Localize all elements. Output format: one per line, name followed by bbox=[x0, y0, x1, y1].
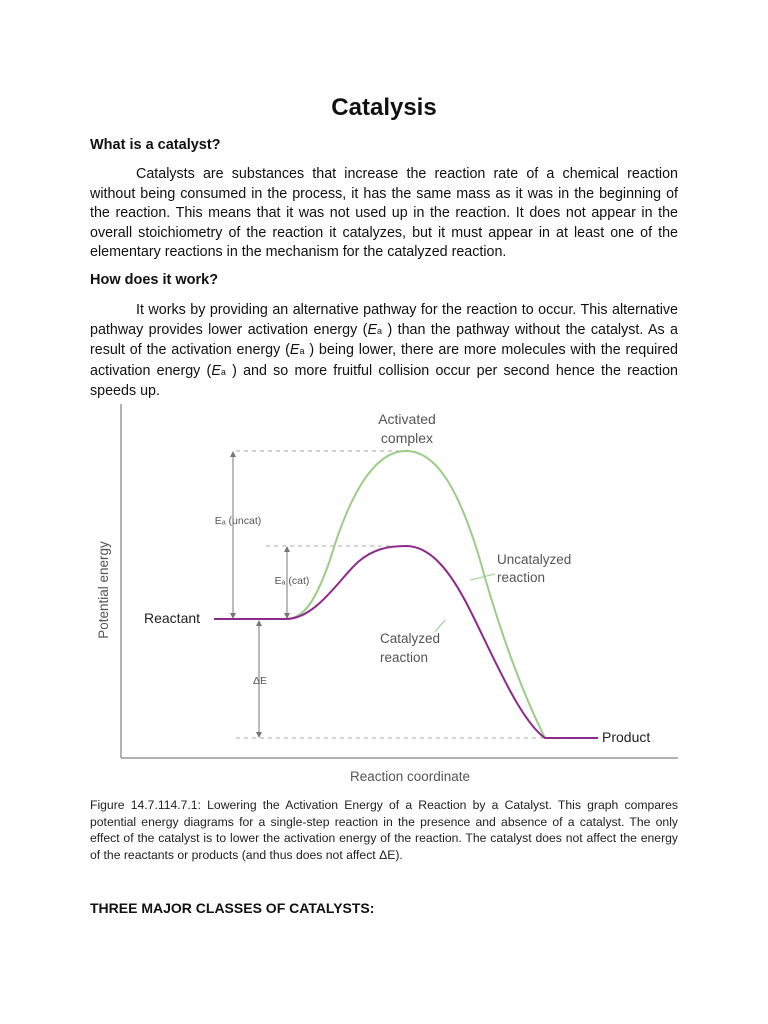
delta-e-label: ΔE bbox=[252, 675, 268, 687]
activated-complex-label: complex bbox=[380, 430, 434, 446]
activated-complex-label: Activated bbox=[378, 411, 436, 427]
uncatalyzed-leader bbox=[470, 574, 495, 580]
figure-caption: Figure 14.7.114.7.1: Lowering the Activation Energy of a Reaction by a Catalyst. This graph compares potential energy diagrams for a single-step reaction in the presence and absence of a catalyst. The only effect of the catalyst is to lower the activation energy of the reaction. The catalyst does not affect the energy of the reactants or products (and thus does not affect ΔE). bbox=[90, 798, 678, 862]
ea-uncat-label: Eₐ (uncat) bbox=[214, 515, 262, 527]
heading-how-does-it-work: How does it work? bbox=[90, 272, 219, 288]
catalyzed-label: Catalyzed bbox=[380, 631, 441, 646]
paragraph-text-part4: ) and so more fruitful collision occur per second hence the reaction speeds up. bbox=[90, 362, 678, 400]
paragraph-mechanism bbox=[90, 301, 678, 402]
ea-cat-label: Eₐ (cat) bbox=[274, 575, 310, 587]
y-axis-label: Potential energy bbox=[96, 541, 111, 639]
ea-subscript: a bbox=[377, 325, 383, 336]
ea-subscript: a bbox=[220, 366, 226, 377]
catalyzed-label: reaction bbox=[380, 650, 429, 665]
uncatalyzed-label: reaction bbox=[497, 570, 546, 585]
x-axis-label: Reaction coordinate bbox=[349, 769, 471, 784]
uncatalyzed-curve bbox=[214, 451, 598, 738]
paragraph-text-part3: ) being lower, there are more molecules with the required activation energy ( bbox=[90, 342, 678, 379]
energy-diagram bbox=[90, 400, 690, 792]
ea-subscript: a bbox=[299, 346, 305, 357]
product-label: Product bbox=[602, 729, 651, 745]
uncatalyzed-label: Uncatalyzed bbox=[497, 552, 572, 567]
paragraph-text: Catalysts are substances that increase the reaction rate of a chemical reaction without being consumed in the process, it has the same mass as it was in the beginning of the reaction. This means that it was not used up in the reaction. It does not appear in the overall stoichiometry of the reaction it catalyzes, but it must appear in at least one of the elementary reactions in the mechanism for the catalyzed reaction. bbox=[90, 166, 678, 261]
paragraph-catalyst-definition bbox=[90, 165, 678, 263]
ea-symbol: E bbox=[367, 321, 377, 338]
reactant-label: Reactant bbox=[144, 610, 201, 626]
paragraph-text-part2: ) than the pathway without the catalyst. As a result of the activation energy ( bbox=[90, 321, 679, 359]
heading-what-is-catalyst: What is a catalyst? bbox=[90, 137, 221, 153]
heading-three-classes: THREE MAJOR CLASSES OF CATALYSTS: bbox=[90, 900, 375, 916]
page-title: Catalysis bbox=[331, 94, 437, 121]
paragraph-text-part1: It works by providing an alternative pathway for the reaction to occur. This alternative pathway provides lower activation energy ( bbox=[90, 302, 678, 338]
ea-symbol: E bbox=[289, 342, 300, 359]
ea-symbol: E bbox=[211, 362, 221, 379]
